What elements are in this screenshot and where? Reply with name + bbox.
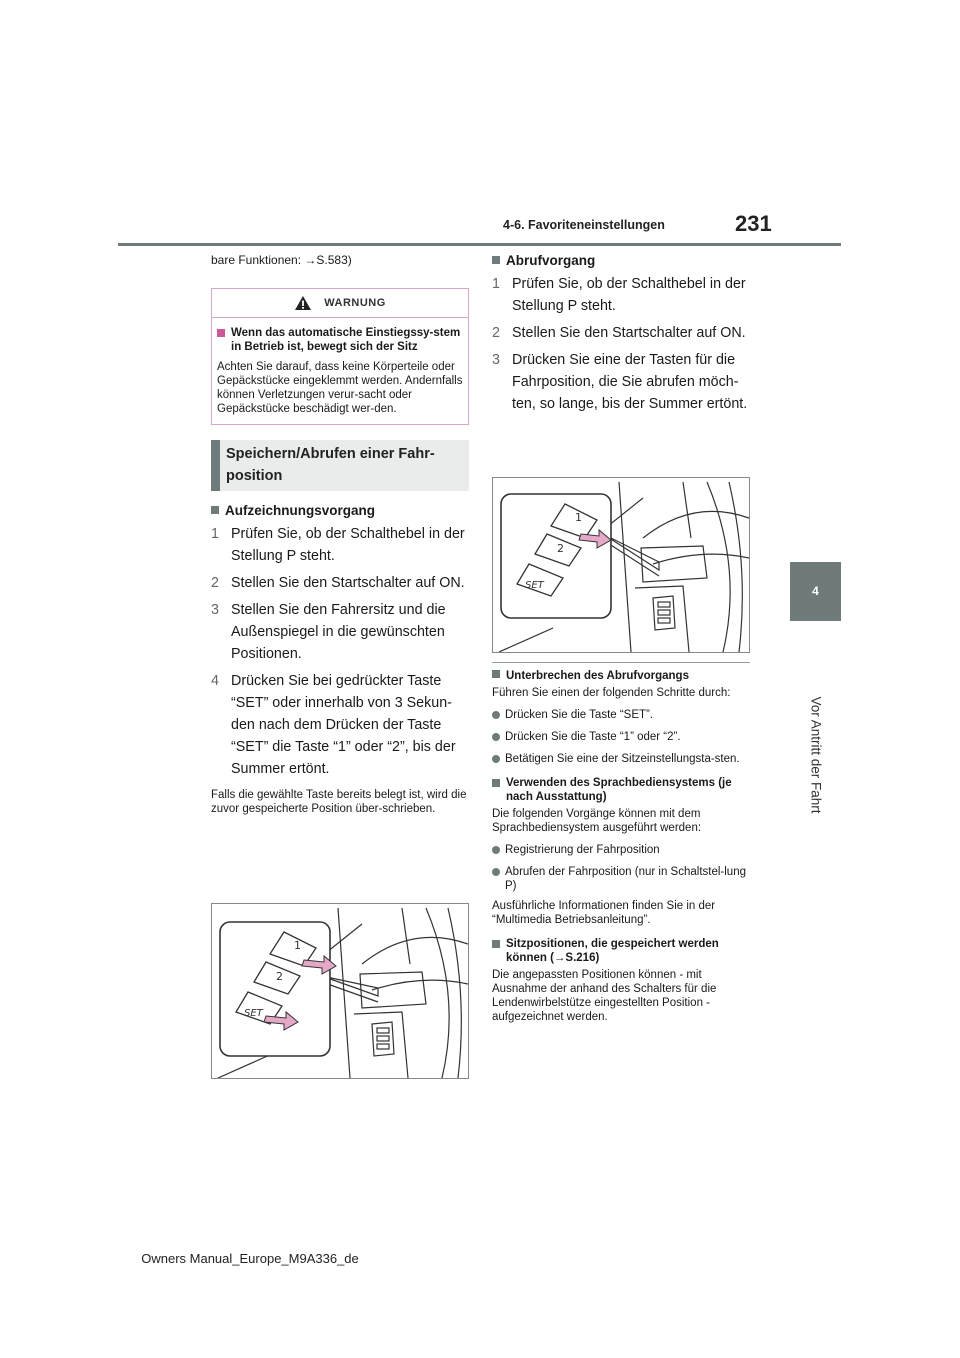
seat-memory-illustration (212, 904, 468, 1078)
header-rule (118, 243, 841, 246)
warning-box (211, 288, 469, 425)
warning-title: Wenn das automatische Einstiegssy-stem in Betrieb ist, bewegt sich der Sitz (231, 327, 461, 353)
list-item (492, 865, 750, 893)
step-text: Drücken Sie eine der Tasten für die Fahrposition, die Sie abrufen möch-ten, so lange, bis der Summer ertönt. (512, 352, 748, 412)
bullet-dot-icon (492, 755, 500, 763)
subheading-recall (492, 253, 750, 268)
step-item (492, 349, 750, 415)
warning-header (212, 289, 468, 318)
list-item-text: Registrierung der Fahrposition (505, 844, 660, 856)
saved-title (492, 937, 750, 965)
list-item (492, 730, 750, 744)
left-column (211, 253, 469, 816)
button-1-label: 1 (575, 511, 582, 524)
section-heading (211, 440, 469, 491)
warning-triangle-icon (294, 295, 312, 311)
step-number: 4 (211, 673, 219, 689)
step-number: 2 (211, 575, 219, 591)
list-item (492, 843, 750, 857)
chapter-tab (790, 562, 841, 621)
bullet-dot-icon (492, 846, 500, 854)
square-bullet-icon (492, 779, 500, 787)
button-set-label: SET (525, 580, 544, 591)
section-title: 4-6. Favoriteneinstellungen (503, 218, 665, 232)
right-column (492, 253, 750, 415)
button-2-label: 2 (557, 542, 564, 555)
step-number: 3 (492, 352, 500, 368)
square-bullet-icon (492, 670, 500, 678)
step-number: 2 (492, 325, 500, 341)
right-lower-block (492, 662, 750, 1024)
list-item-text: Betätigen Sie eine der Sitzeinstellungsta-sten. (505, 753, 740, 765)
square-bullet-icon (217, 329, 225, 337)
button-2-label: 2 (276, 970, 283, 983)
seat-memory-illustration (493, 478, 749, 652)
saved-title-text: Sitzpositionen, die gespeichert werden können (→S.216) (506, 938, 719, 964)
step-text: Stellen Sie den Startschalter auf ON. (231, 575, 465, 591)
step-text: Prüfen Sie, ob der Schalthebel in der Stellung P steht. (231, 526, 465, 564)
figure-record-buttons (211, 903, 469, 1079)
step-text: Prüfen Sie, ob der Schalthebel in der Stellung P steht. (512, 276, 746, 314)
list-item (492, 708, 750, 722)
square-bullet-icon (492, 940, 500, 948)
voice-outro: Ausführliche Informationen finden Sie in der “Multimedia Betriebsanleitung”. (492, 900, 716, 926)
step-item (211, 523, 469, 567)
step-text: Drücken Sie bei gedrückter Taste “SET” oder innerhalb von 3 Sekun-den nach dem Drücken der Taste “SET” die Taste “1” oder “2”, bis der Summer ertönt. (231, 673, 456, 777)
list-item-text: Drücken Sie die Taste “1” oder “2”. (505, 731, 681, 743)
chapter-number: 4 (812, 584, 819, 598)
voice-title-text: Verwenden des Sprachbediensystems (je nach Ausstattung) (506, 777, 732, 803)
step-item (211, 670, 469, 780)
intro-text: bare Funktionen: →S.583) (211, 253, 352, 267)
page-number: 231 (735, 211, 772, 236)
step-number: 1 (211, 526, 219, 542)
square-bullet-icon (211, 506, 219, 514)
voice-intro: Die folgenden Vorgänge können mit dem Sprachbediensystem ausgeführt werden: (492, 808, 702, 834)
bullet-dot-icon (492, 733, 500, 741)
warning-text: Achten Sie darauf, dass keine Körperteile oder Gepäckstücke eingeklemmt werden. Andernfalls können Verletzungen verur-sacht oder Gepäckstücke beschädigt wer-den. (217, 361, 463, 415)
interrupt-title-text: Unterbrechen des Abrufvorgangs (506, 670, 689, 682)
subheading-record (211, 503, 469, 518)
square-bullet-icon (492, 256, 500, 264)
saved-text: Die angepassten Positionen können - mit Ausnahme der anhand des Schalters für die Lendenwirbelstütze eingestellten Position - aufgezeichnet werden. (492, 969, 717, 1023)
bullet-dot-icon (492, 868, 500, 876)
subheading-text: Abrufvorgang (506, 253, 596, 268)
step-text: Stellen Sie den Fahrersitz und die Außenspiegel in die gewünschten Positionen. (231, 602, 446, 662)
chapter-title: Vor Antritt der Fahrt (808, 696, 824, 814)
step-number: 3 (211, 602, 219, 618)
section-heading-text: Speichern/Abrufen einer Fahr-position (226, 446, 435, 484)
warning-label: WARNUNG (324, 297, 386, 309)
footer-text: Owners Manual_Europe_M9A336_de (141, 1251, 359, 1266)
bullet-dot-icon (492, 711, 500, 719)
figure-recall-buttons (492, 477, 750, 653)
interrupt-title (492, 669, 750, 683)
list-item-text: Drücken Sie die Taste “SET”. (505, 709, 654, 721)
step-item (492, 322, 750, 344)
step-item (211, 599, 469, 665)
subheading-text: Aufzeichnungsvorgang (225, 503, 376, 518)
step-text: Stellen Sie den Startschalter auf ON. (512, 325, 746, 341)
section-heading-bar (211, 440, 220, 491)
list-item (492, 752, 750, 766)
button-1-label: 1 (294, 939, 301, 952)
voice-title (492, 776, 750, 804)
step-number: 1 (492, 276, 500, 292)
button-set-label: SET (244, 1008, 263, 1019)
warning-title-row (217, 326, 463, 354)
step-item (492, 273, 750, 317)
interrupt-intro: Führen Sie einen der folgenden Schritte durch: (492, 687, 731, 699)
list-item-text: Abrufen der Fahrposition (nur in Schaltstel-lung P) (505, 866, 746, 892)
note-text: Falls die gewählte Taste bereits belegt ist, wird die zuvor gespeicherte Position über-schrieben. (211, 789, 467, 815)
section-divider (492, 662, 750, 663)
step-item (211, 572, 469, 594)
